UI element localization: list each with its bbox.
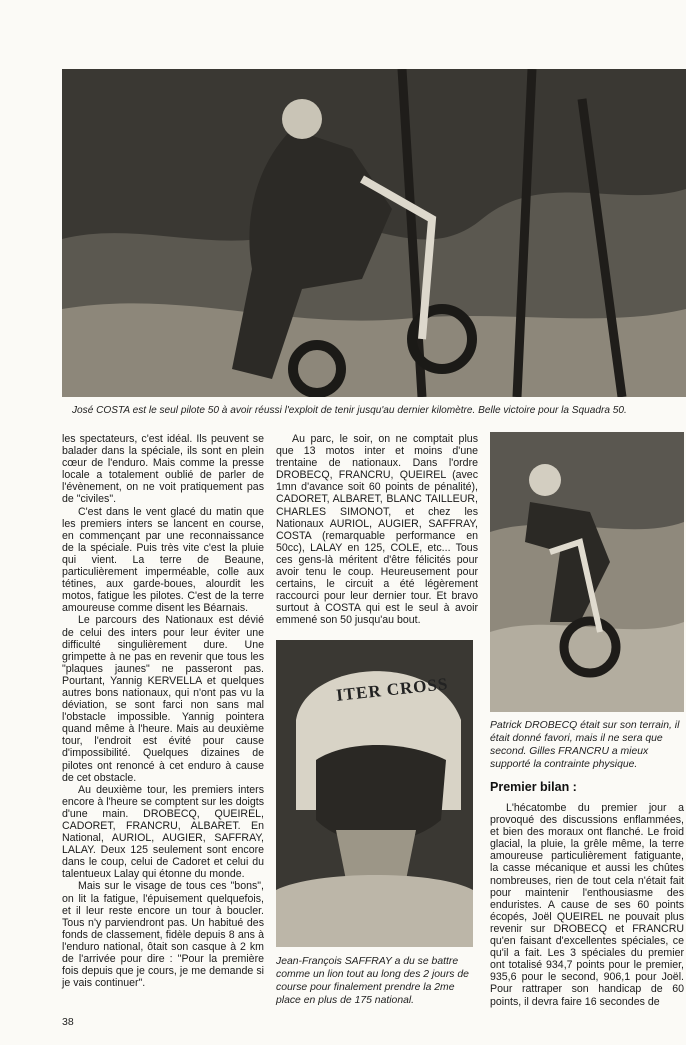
helmet-lettering: ITER CROSS — [335, 674, 450, 705]
col1-para-2: C'est dans le vent glacé du matin que les premiers inters se lancent en course, en commençant par une reconnaissance de la spéciale. Puis très vite c'est la pluie qui vient. La terre de Beaune, particulièrement imperméable, colle aux tétines, aux garde-boues, alourdit les motos, fatigue les pilotes. C'est de la terre amoureuse comme disent les Béarnais. — [62, 505, 264, 615]
col2-para-1: Au parc, le soir, on ne comptait plus que 13 motos inter et moins d'une trentaine de nationaux. Dans l'ordre DROBECQ, FRANCRU, QUEIREL (avec 1mn d'avance soit 60 points de pénalité), CADORET, ALBARET, BLANC TAILLEUR, CHARLES SIMONOT, et chez les Nationaux AURIOL, AUGIER, SAFFRAY, COSTA (remarquable performance en 50cc), LALAY en 125, COLE, etc... Tous ces gens-là méritent d'être félicités pour avoir tenu le coup. Heureusement pour certains, le circuit a été légèrement raccourci pour leur dernier tour. Et bravo surtout à COSTA qui est le seul à avoir emmené son 50 jusqu'au bout. — [276, 433, 478, 627]
helmet-photo-caption: Jean-François SAFFRAY a du se battre comme un lion tout au long des 2 jours de course pour finalement prendre la 2me place en plus de 175 national. — [276, 956, 469, 1006]
right-photo — [490, 432, 684, 712]
column-2 — [276, 433, 478, 627]
col1-para-5: Mais sur le visage de tous ces "bons", on lit la fatigue, l'épuisement quelquefois, et il leur reste encore un tour à boucler. Tous n'y parviendront pas. Un habitué des fonds de classement, fidèle depuis 8 ans à l'enduro national, ôtait son casque à 2 km de l'arrivée pour dire : "Pour la première fois depuis que je cours, je me demande si je vais continuer". — [62, 880, 264, 990]
right-photo-caption: Patrick DROBECQ était sur son terrain, il était donné favori, mais il ne sera que second. Gilles FRANCRU a mieux supporté la contrainte physique. — [490, 720, 680, 770]
top-photo — [62, 69, 686, 397]
col1-para-4: Au deuxième tour, les premiers inters encore à l'heure se comptent sur les doigts d'une main. DROBECQ, QUEIREL, CADORET, FRANCRU, ALBARET. En National, AURIOL, AUGIER, SAFFRAY, LALAY. Deux 125 seulement sont encore dans le coup, celui de Cadoret et celui du talentueux Lalay qui étonne du monde. — [62, 783, 264, 881]
column-1 — [62, 433, 264, 989]
col3-para-1: L'hécatombe du premier jour a provoqué des discussions enflammées, et bien des moraux ont flanché. Le froid glacial, la pluie, la grêle même, la terre amoureuse particulièrement fatiguante, la casse mécanique et aussi les chûtes nombreuses, rien de tout cela n'était fait pour maintenir l'enthousiasme des enduristes. A cause de ses 60 points écopés, Joël QUEIREL ne pouvait plus revenir sur DROBECQ et FRANCRU qu'en faisant d'excellentes spéciales, ce qu'il a fait. Les 3 spéciales du premier ont totalisé 934,7 points pour le premier, 935,6 pour le second, 906,1 pour Joël. Pour rattraper son handicap de 60 points, il devra faire 16 secondes de — [490, 802, 684, 1008]
top-photo-caption: José COSTA est le seul pilote 50 à avoir réussi l'exploit de tenir jusqu'au dernier kilomètre. Belle victoire pour la Squadra 50. — [72, 405, 627, 416]
col1-para-3: Le parcours des Nationaux est dévié de celui des inters pour leur éviter une difficulté singulièrement dure. Une grimpette à ne pas en revenir que tous les "plaques jaunes" ne passeront pas. Pourtant, Yannig KERVELLA et quelques autres bons nationaux, qui n'ont pas vu la déviation, se sont farci non sans mal l'obstacle impossible. Yannig pointera quand même à l'heure. Mais au deuxième tour, l'endroit est évité pour cause d'impossibilité. Quelques dizaines de pilotes ont renoncé à cet enduro à cause de cet obstacle. — [62, 614, 264, 784]
column-3 — [490, 802, 684, 1008]
col1-para-1: les spectateurs, c'est idéal. Ils peuvent se balader dans la spéciale, ils sont en plein cœur de l'enduro. Mais comme la presse locale a totalement oublié de parler de l'évènement, on ne voit pratiquement pas de "civiles". — [62, 433, 264, 506]
page-number: 38 — [62, 1016, 74, 1028]
section-heading: Premier bilan : — [490, 780, 577, 794]
helmet-photo — [276, 640, 473, 947]
